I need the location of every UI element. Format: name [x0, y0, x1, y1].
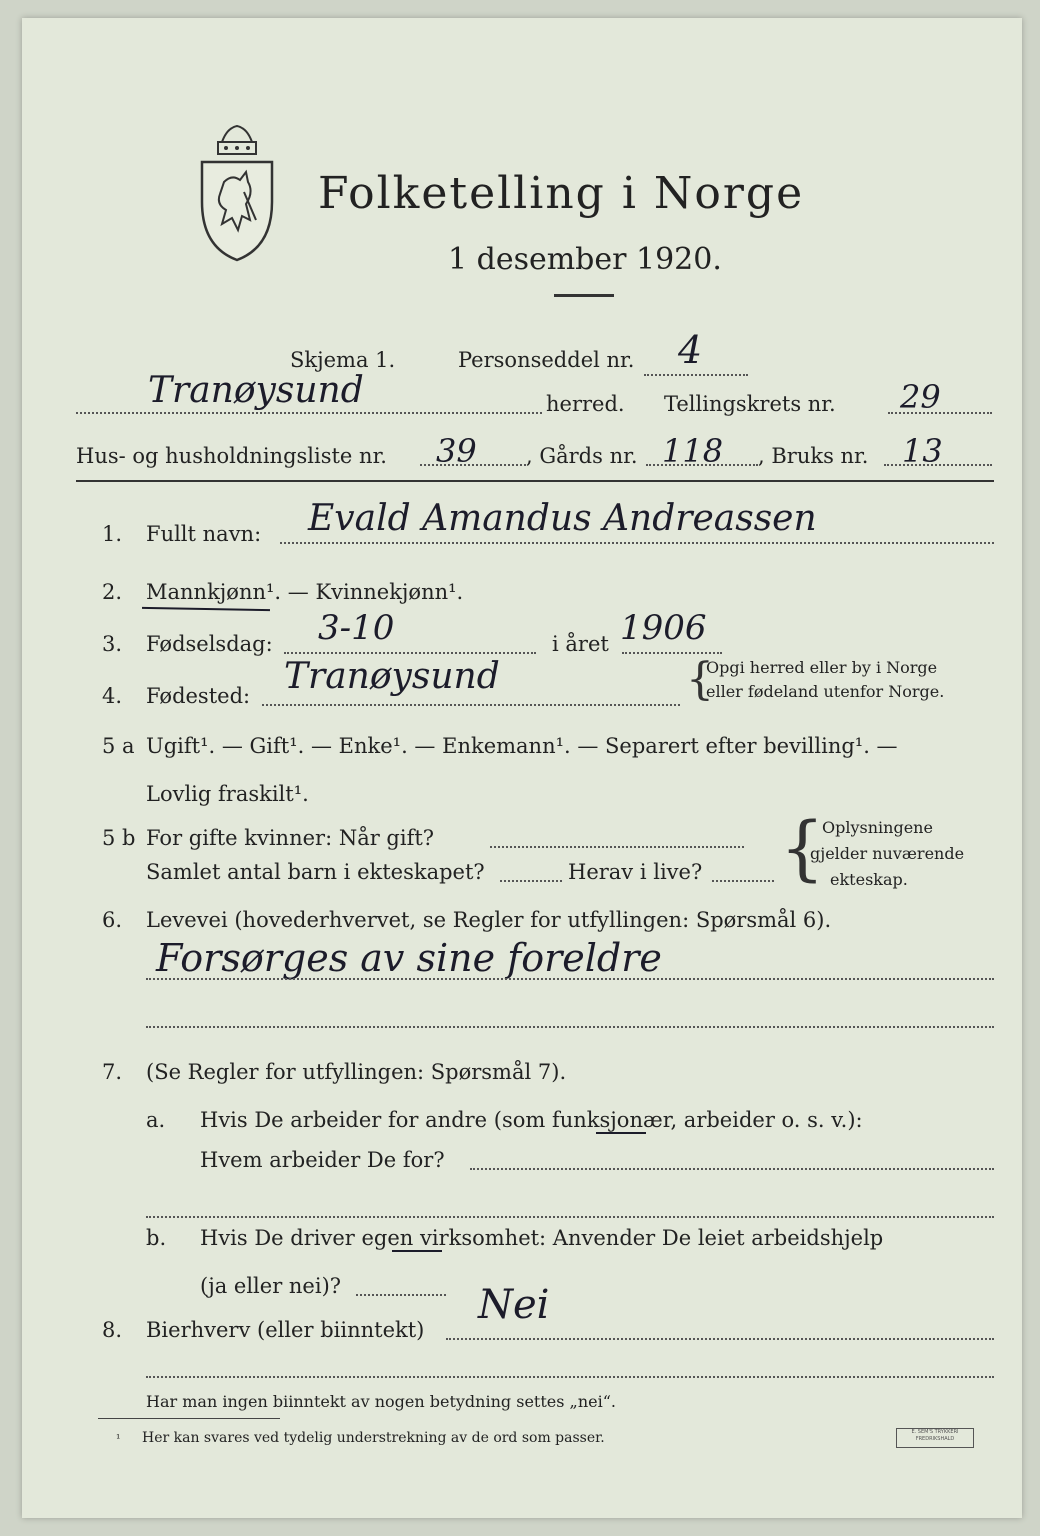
- footnote-mark: ¹: [116, 1432, 121, 1445]
- q1-label: Fullt navn:: [146, 522, 262, 546]
- q7a-question: Hvem arbeider De for?: [200, 1148, 445, 1172]
- header-separator: [76, 480, 994, 482]
- printer-stamp-line2: FREDRIKSHALD: [915, 1436, 955, 1442]
- birthplace-note-1: Opgi herred eller by i Norge: [706, 658, 938, 677]
- birthplace-value: Tranøysund: [284, 656, 500, 697]
- hus-label: Hus- og husholdningsliste nr.: [76, 444, 387, 468]
- egen-underline: [392, 1250, 442, 1252]
- bruks-value: 13: [902, 432, 943, 470]
- q7a-letter: a.: [146, 1108, 166, 1132]
- census-date: 1 desember 1920.: [448, 242, 722, 277]
- birthplace-field: [262, 704, 680, 706]
- children-alive-label: Herav i live?: [568, 860, 703, 884]
- year-label: i året: [552, 632, 609, 656]
- q7-number: 7.: [102, 1060, 123, 1084]
- children-alive-field: [712, 880, 774, 882]
- side-income-label: Bierhverv (eller biinntekt): [146, 1318, 425, 1342]
- hired-help-field: [356, 1294, 446, 1296]
- q1-number: 1.: [102, 522, 123, 546]
- q5b-number: 5 b: [102, 826, 136, 850]
- q7b-text: Hvis De driver egen virksomhet: Anvender De leiet arbeidshjelp: [200, 1226, 884, 1250]
- footnote-text: Her kan svares ved tydelig understrekning av de ord som passer.: [142, 1430, 605, 1446]
- q1-field: [280, 542, 994, 544]
- birth-year-value: 1906: [620, 608, 707, 648]
- q2-number: 2.: [102, 580, 123, 604]
- full-name-value: Evald Amandus Andreassen: [308, 498, 817, 539]
- tellingskrets-label: Tellingskrets nr.: [664, 392, 836, 416]
- q4-brace: {: [686, 654, 714, 705]
- occupation-field-1: [146, 978, 994, 980]
- side-income-value: Nei: [478, 1282, 550, 1328]
- side-income-note: Har man ingen biinntekt av nogen betydning settes „nei“.: [146, 1392, 616, 1411]
- marriage-note-3: ekteskap.: [830, 870, 908, 889]
- q6-number: 6.: [102, 908, 123, 932]
- employer-field-2: [146, 1216, 994, 1218]
- gards-label: , Gårds nr.: [526, 444, 638, 468]
- q8-number: 8.: [102, 1318, 123, 1342]
- gender-options: Mannkjønn¹. — Kvinnekjønn¹.: [146, 580, 464, 604]
- footer-divider: [98, 1418, 280, 1419]
- q3-number: 3.: [102, 632, 123, 656]
- q7b-question: (ja eller nei)?: [200, 1274, 342, 1298]
- marriage-note-2: gjelder nuværende: [810, 844, 965, 863]
- birthday-value: 3-10: [318, 608, 395, 648]
- funksjonaer-underline: [596, 1132, 646, 1134]
- birthday-field: [284, 652, 536, 654]
- herred-value: Tranøysund: [148, 370, 364, 411]
- side-income-field-2: [146, 1376, 994, 1378]
- q7b-letter: b.: [146, 1226, 167, 1250]
- children-total-field: [500, 880, 562, 882]
- occupation-label: Levevei (hovederhvervet, se Regler for utfyllingen: Spørsmål 6).: [146, 908, 832, 932]
- q5a-number: 5 a: [102, 734, 135, 758]
- personseddel-field: [644, 374, 748, 376]
- norwegian-coat-of-arms-icon: [192, 122, 282, 262]
- personseddel-value: 4: [678, 328, 703, 372]
- employer-field-1: [470, 1168, 994, 1170]
- personseddel-label: Personseddel nr.: [458, 348, 635, 372]
- q4-number: 4.: [102, 684, 123, 708]
- children-total-label: Samlet antal barn i ekteskapet?: [146, 860, 485, 884]
- marriage-note-1: Oplysningene: [822, 818, 933, 837]
- q7-label: (Se Regler for utfyllingen: Spørsmål 7).: [146, 1060, 567, 1084]
- occupation-field-2: [146, 1026, 994, 1028]
- hus-value: 39: [436, 432, 477, 470]
- married-when-field: [490, 846, 744, 848]
- tellingskrets-value: 29: [900, 378, 941, 416]
- occupation-value: Forsørges av sine foreldre: [156, 936, 662, 980]
- bruks-label: , Bruks nr.: [758, 444, 869, 468]
- side-income-field: [446, 1338, 994, 1340]
- marital-options-cont: Lovlig fraskilt¹.: [146, 782, 309, 806]
- printer-stamp-line1: E. SEM'S TRYKKERI: [911, 1429, 959, 1435]
- herred-field: [76, 412, 542, 414]
- printer-stamp: [896, 1428, 974, 1448]
- title-divider: [554, 294, 614, 297]
- form-title: Folketelling i Norge: [318, 168, 805, 219]
- q5b-brace: {: [780, 807, 825, 889]
- census-form-sheet: [22, 18, 1022, 1518]
- birthplace-note-2: eller fødeland utenfor Norge.: [706, 682, 945, 701]
- q4-label: Fødested:: [146, 684, 251, 708]
- marital-options: Ugift¹. — Gift¹. — Enke¹. — Enkemann¹. — Separert efter bevilling¹. —: [146, 734, 898, 758]
- married-when-label: For gifte kvinner: Når gift?: [146, 826, 435, 850]
- skjema-label: Skjema 1.: [290, 348, 396, 372]
- herred-label: herred.: [546, 392, 625, 416]
- gender-underline: [142, 607, 270, 611]
- q3-label: Fødselsdag:: [146, 632, 273, 656]
- gards-value: 118: [662, 432, 724, 470]
- q7a-text: Hvis De arbeider for andre (som funksjonær, arbeider o. s. v.):: [200, 1108, 863, 1132]
